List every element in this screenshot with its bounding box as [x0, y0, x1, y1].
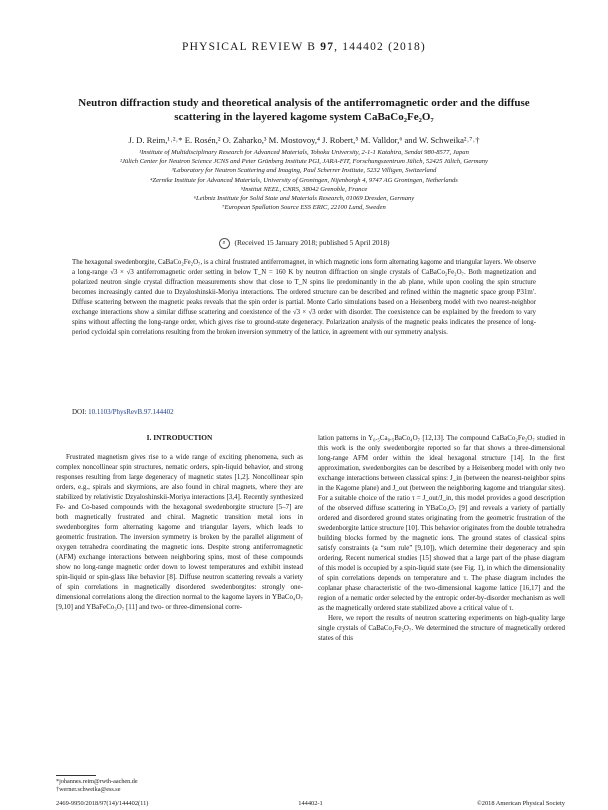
title-line-2: scattering in the layered kagome system CaBaCo₂Fe₂O₇ — [174, 111, 434, 123]
title-line-1: Neutron diffraction study and theoretical analysis of the antiferromagnetic order and the diffuse — [78, 97, 530, 109]
footer-copyright: ©2018 American Physical Society — [476, 800, 565, 807]
section-heading: I. INTRODUCTION — [146, 433, 213, 442]
paragraph: lation patterns in Y₀.₅Ca₀.₅BaCo₄O₇ [12,13]. The compound CaBaCo₂Fe₂O₇ studied in this work is the only swedenborgite reported so far that shows a three-dimensional long-range AFM order within the ideal hexagonal structure [14]. In the first approximation, swedenborgites can be described by a Heisenberg model with only two exchange interactions between classical spins: J_in (between the nearest-neighbor spins in the Kagome plane) and J_out (between the neighboring kagome and triangular sites). For a suitable choice of the ratio τ = J_out/J_in, this model provides a good description of the observed diffuse scattering in YBaCo₄O₇ [9] and reveals a variety of partially ordered and disordered ground states originating from the geometric frustration of the swedenborgite lattice structure [10]. This behavior originates from the double tetrahedra building blocks formed by the magnetic ions. The ground states of classical spins satisfy constraints (a “sum rule” [9,10]), which determine their degeneracy and spin ordering. Recent numerical studies [15] showed that a large part of the phase diagram of this model is occupied by a spin-liquid state (see Fig. 1), in which the dimensionality of spin correlations depends on temperature and τ. The phase diagram includes the coplanar phase characteristic of the two-dimensional kagome lattice [16,17] and the region of a nematic order selected by the entropic order-by-disorder mechanism as well as the magnetically ordered state stabilized above a critical value of τ. — [318, 434, 565, 612]
affiliation: ⁴Zernike Institute for Advanced Materials, University of Groningen, Nijenborgh 4, 9747 AG Groningen, Netherlands — [150, 176, 458, 184]
affiliation: ⁷European Spallation Source ESS ERIC, 22100 Lund, Sweden — [222, 204, 386, 212]
right-column — [318, 433, 565, 643]
doi-label: DOI: — [72, 408, 87, 416]
received-dates: (Received 15 January 2018; published 5 April 2018) — [234, 238, 390, 248]
paragraph: Here, we report the results of neutron scattering experiments on high-quality large single crystals of CaBaCo₂Fe₂O₇. We determined the structure of magnetically ordered states of this — [318, 614, 565, 642]
received-line — [0, 238, 608, 249]
journal-article: , 144402 (2018) — [334, 41, 426, 53]
footnotes — [56, 778, 138, 794]
journal-header — [0, 41, 608, 53]
affiliation: ⁵Institut NEEL, CNRS, 38042 Grenoble, France — [240, 185, 368, 193]
affiliation: ³Laboratory for Neutron Scattering and Imaging, Paul Scherrer Institute, 5232 Villigen, Switzerland — [171, 167, 437, 175]
footer-issn: 2469-9950/2018/97(14)/144402(11) — [56, 800, 149, 807]
footnote-email[interactable]: †werner.schweika@ess.se — [56, 786, 121, 793]
author-list: J. D. Reim,¹˒²˒* E. Rosén,² O. Zaharko,³ M. Mostovoy,⁴ J. Robert,⁵ M. Valldor,⁶ and W. Schweika²˒⁷˒† — [128, 135, 480, 145]
doi-link[interactable]: 10.1103/PhysRevB.97.144402 — [88, 408, 174, 416]
footnote-divider — [56, 775, 96, 776]
affiliations — [30, 148, 578, 212]
abstract: The hexagonal swedenborgite, CaBaCo₂Fe₂O₇, is a chiral frustrated antiferromagnet, in which magnetic ions form alternating kagome and triangular layers. We observe a long-range √3 × √3 antiferromagnetic order setting in below T_N = 160 K by neutron diffraction on single crystals of CaBaCo₂Fe₂O₇. Both magnetization and polarized neutron single crystal diffraction measurements show that close to T_N spins lie predominantly in the ab plane, while upon cooling the spin structure becomes increasingly canted due to Dzyaloshinskii-Moriya interactions. The ordered structure can be described and refined within the magnetic space group P31m′. Diffuse scattering between the magnetic peaks reveals that the spin order is partial. Monte Carlo simulations based on a Heisenberg model with two nearest-neighbor exchange interactions show a similar diffuse scattering and coexistence of the √3 × √3 order with disorder. The coexistence can be explained by the freedom to vary spins without affecting the long-range order, which gives rise to ground-state degeneracy. Polarization analysis of the magnetic peaks indicates the presence of long-period cycloidal spin correlations resulting from the broken inversion symmetry of the lattice, in agreement with our symmetry analysis. — [72, 259, 536, 336]
affiliation: ¹Institute of Multidisciplinary Research for Advanced Materials, Tohoku University, 2-1-1 Katahira, Sendai 980-8577, Japan — [139, 149, 469, 156]
affiliation: ²Jülich Center for Neutron Science JCNS and Peter Grünberg Institute PGI, JARA-FIT, Forschungszentrum Jülich, 52425 Jülich, Germany — [120, 158, 488, 166]
journal-volume: 97 — [320, 41, 335, 53]
left-column — [56, 452, 303, 612]
footnote-email[interactable]: *johannes.reim@rwth-aachen.de — [56, 778, 138, 785]
affiliation: ⁶Leibniz Institute for Solid State and Materials Research, 01069 Dresden, Germany — [193, 195, 415, 203]
journal-name: PHYSICAL REVIEW B — [182, 41, 317, 53]
footer-page-number: 144402-1 — [298, 800, 323, 807]
open-access-icon[interactable]: ⌕ — [219, 238, 230, 249]
doi-line — [72, 408, 174, 416]
paper-title — [40, 96, 568, 124]
paragraph: Frustrated magnetism gives rise to a wide range of exciting phenomena, such as complex noncollinear spin structures, nematic orders, spin-liquid behavior, and strong responses resulting from large degeneracy of magnetic states [1,2]. Noncollinear spin orders, e.g., spirals and skyrmions, are also found in chiral magnets, where they are stabilized by relativistic Dzyaloshinskii-Moriya interactions [3,4]. Recently synthesized Fe- and Co-based compounds with the hexagonal swedenborgite structure [5–7] are both magnetically frustrated and chiral. Magnetic transition metal ions in swedenborgites form alternating kagome and triangular layers, which leads to geometric frustration. The inversion symmetry is broken by the parallel alignment of oxygen tetrahedra coordinating the magnetic ions. Despite strong antiferromagnetic (AFM) exchange interactions between neighboring spins, most of these compounds show no long-range magnetic order down to lowest temperatures and exhibit instead spin-liquid or spin-glass like behavior [8]. Diffuse neutron scattering reveals a variety of spin correlations in magnetically disordered swedenborgites: strongly one-dimensional correlations along the direction normal to the kagome layers in YBaCo₄O₇ [9,10] and YBaFeCo₃O₇ [11] and two- or three-dimensional corre- — [56, 453, 303, 611]
